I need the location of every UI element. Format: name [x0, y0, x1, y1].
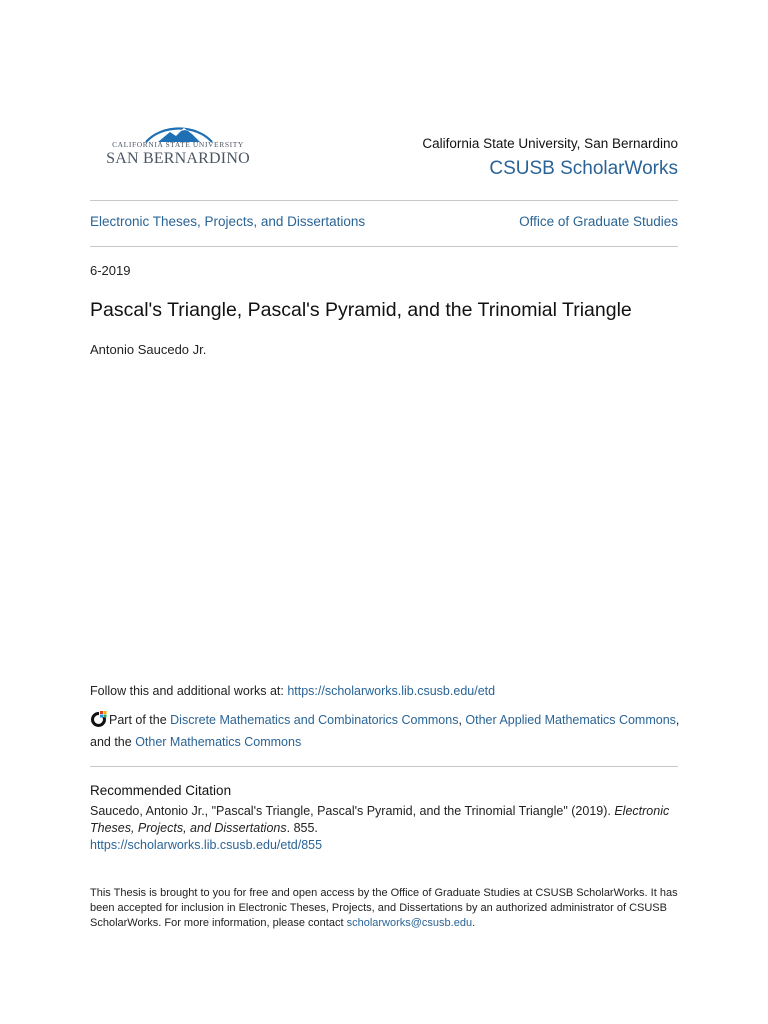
citation-body: Saucedo, Antonio Jr., "Pascal's Triangle, Pascal's Pyramid, and the Trinomial Triangle" (2019).	[90, 804, 615, 818]
part-of-separator-2: , and the	[90, 713, 680, 749]
citation-heading: Recommended Citation	[90, 783, 232, 798]
logo-bottom-text: SAN BERNARDINO	[106, 150, 250, 167]
commons-link-applied-math[interactable]: Other Applied Mathematics Commons	[465, 713, 676, 727]
footer-end: .	[472, 917, 476, 929]
follow-line	[90, 684, 495, 698]
citation-number: . 855.	[286, 821, 318, 835]
part-of-separator-1: ,	[458, 713, 466, 727]
part-of-prefix: Part of the	[109, 713, 171, 727]
footer-notice	[90, 886, 680, 931]
commons-link-other-math[interactable]: Other Mathematics Commons	[135, 735, 302, 749]
citation-divider	[90, 766, 678, 767]
follow-label: Follow this and additional works at:	[90, 684, 288, 698]
open-access-icon	[90, 710, 107, 727]
publication-date: 6-2019	[90, 263, 131, 278]
footer-text: This Thesis is brought to you for free and open access by the Office of Graduate Studies at CSUSB ScholarWorks. It has been accepted for inclusion in Electronic Theses, Projects, and Dissertations by an authorized administrator of CSUSB ScholarWorks. For more information, please contact	[90, 887, 678, 929]
citation-series: Electronic Theses, Projects, and Dissertations	[90, 804, 670, 835]
citation-url-link[interactable]: https://scholarworks.lib.csusb.edu/etd/855	[90, 838, 323, 852]
university-name: California State University, San Bernardino	[422, 136, 678, 151]
document-author: Antonio Saucedo Jr.	[90, 342, 207, 357]
office-link[interactable]: Office of Graduate Studies	[519, 214, 678, 229]
citation-text	[90, 803, 680, 854]
commons-link-discrete-math[interactable]: Discrete Mathematics and Combinatorics Commons	[170, 713, 459, 727]
university-logo	[100, 120, 260, 172]
nav-divider	[90, 246, 678, 247]
header-divider	[90, 200, 678, 201]
follow-url-link[interactable]: https://scholarworks.lib.csusb.edu/etd	[287, 684, 496, 698]
contact-email-link[interactable]: scholarworks@csusb.edu	[346, 917, 473, 929]
scholarworks-link[interactable]: CSUSB ScholarWorks	[489, 158, 678, 179]
part-of-line	[90, 709, 680, 753]
logo-top-text: CALIFORNIA STATE UNIVERSITY	[112, 140, 244, 149]
collection-link[interactable]: Electronic Theses, Projects, and Dissertations	[90, 214, 366, 229]
document-title: Pascal's Triangle, Pascal's Pyramid, and the Trinomial Triangle	[90, 299, 632, 321]
